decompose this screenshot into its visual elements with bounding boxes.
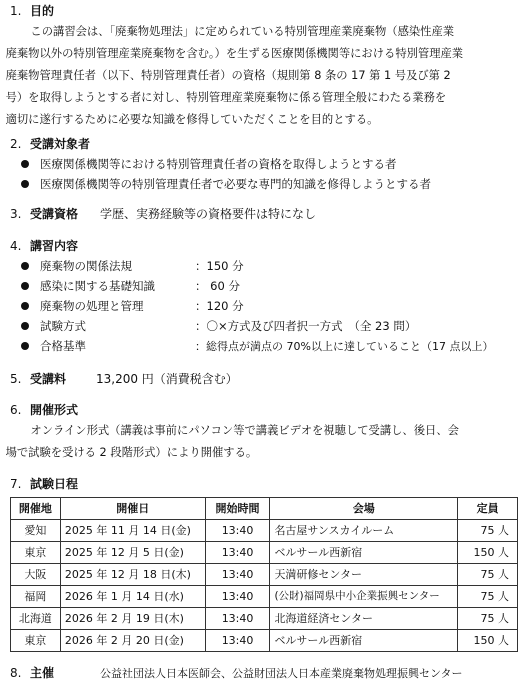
section-title: 目的 <box>30 4 55 18</box>
section-title: 試験日程 <box>30 477 79 491</box>
table-cell: ベルサール西新宿 <box>270 541 458 563</box>
section-title: 受講資格 <box>30 207 79 221</box>
section-number: 7. <box>10 477 22 491</box>
section-content <box>10 237 518 356</box>
section-number: 8. <box>10 666 22 680</box>
table-cell: 東京 <box>11 541 61 563</box>
organizer-value: 公益社団法人日本医師会、公益財団法人日本産業廃棄物処理振興センター <box>100 667 463 680</box>
content-value: ：〇×方式及び四者択一方式 （全 23 問） <box>195 318 417 333</box>
list-item <box>10 316 518 336</box>
content-value: ：150 分 <box>195 258 244 273</box>
table-cell: 北海道 <box>11 607 61 629</box>
purpose-paragraph <box>5 21 518 131</box>
bullet-icon <box>21 282 29 290</box>
table-cell: 2026 年 2 月 19 日(木) <box>60 607 205 629</box>
table-cell: 150 人 <box>458 629 518 651</box>
table-cell: 13:40 <box>205 585 270 607</box>
list-item <box>10 336 518 356</box>
table-cell: 北海道経済センター <box>270 607 458 629</box>
table-cell: (公財)福岡県中小企業振興センター <box>270 585 458 607</box>
content-label: 廃棄物の関係法規 <box>40 258 132 273</box>
column-header: 開始時間 <box>205 497 270 519</box>
list-item <box>10 174 518 194</box>
table-cell: 2025 年 12 月 5 日(金) <box>60 541 205 563</box>
section-heading <box>10 2 518 21</box>
table-cell: 東京 <box>11 629 61 651</box>
table-cell: 75 人 <box>458 519 518 541</box>
section-heading <box>10 237 518 256</box>
list-item <box>10 276 518 296</box>
bullet-icon <box>21 302 29 310</box>
table-cell: 2025 年 11 月 14 日(金) <box>60 519 205 541</box>
paragraph-line: 廃棄物以外の特別管理産業廃棄物を含む。）を生ずる医療関係機関等における特別管理産業 <box>5 46 464 60</box>
content-value: ： 60 分 <box>195 278 240 293</box>
table-cell: 150 人 <box>458 541 518 563</box>
section-heading <box>10 135 518 154</box>
paragraph-line: 廃棄物管理責任者（以下、特別管理責任者）の資格（規則第 8 条の 17 第 1 号及び第 2 <box>5 68 451 82</box>
bullet-icon <box>21 322 29 330</box>
section-heading <box>10 401 518 420</box>
content-list <box>10 256 518 356</box>
paragraph-line: オンライン形式（講義は事前にパソコン等で講義ビデオを視聴して受講し、後日、会 <box>30 423 459 437</box>
content-label: 合格基準 <box>40 338 86 353</box>
table-cell: 天満研修センター <box>270 563 458 585</box>
table-cell: 愛知 <box>11 519 61 541</box>
section-title: 開催形式 <box>30 403 79 417</box>
table-cell: 名古屋サンスカイルーム <box>270 519 458 541</box>
table-cell: 75 人 <box>458 563 518 585</box>
table-cell: 75 人 <box>458 585 518 607</box>
format-paragraph <box>5 420 518 464</box>
bullet-icon <box>21 262 29 270</box>
paragraph-line: 適切に遂行するために必要な知識を修得していただくことを目的とする。 <box>5 112 379 126</box>
table-row <box>11 519 518 541</box>
column-header: 開催日 <box>60 497 205 519</box>
target-list <box>10 154 518 194</box>
column-header: 会場 <box>270 497 458 519</box>
section-qualification <box>10 205 518 224</box>
table-cell: 13:40 <box>205 563 270 585</box>
table-row <box>11 607 518 629</box>
section-number: 1. <box>10 4 22 18</box>
schedule-table <box>10 497 518 652</box>
section-number: 2. <box>10 137 22 151</box>
table-cell: 13:40 <box>205 541 270 563</box>
table-cell: 大阪 <box>11 563 61 585</box>
bullet-icon <box>21 180 29 188</box>
section-title: 受講対象者 <box>30 137 91 151</box>
section-number: 5. <box>10 372 22 386</box>
section-target <box>10 135 518 194</box>
table-cell: 13:40 <box>205 629 270 651</box>
table-row <box>11 629 518 651</box>
section-format <box>5 401 518 464</box>
section-schedule <box>10 475 518 652</box>
list-item <box>10 154 518 174</box>
paragraph-line: 号）を取得しようとする者に対し、特別管理産業廃棄物に係る管理全般にわたる業務を <box>5 90 447 104</box>
section-purpose <box>5 2 518 131</box>
section-heading <box>10 475 518 494</box>
section-number: 4. <box>10 239 22 253</box>
table-cell: 75 人 <box>458 607 518 629</box>
table-cell: ベルサール西新宿 <box>270 629 458 651</box>
paragraph-line: この講習会は、「廃棄物処理法」に定められている特別管理産業廃棄物（感染性産業 <box>30 24 455 38</box>
bullet-icon <box>21 342 29 350</box>
table-cell: 13:40 <box>205 519 270 541</box>
section-number: 6. <box>10 403 22 417</box>
section-heading <box>10 205 518 224</box>
table-cell: 福岡 <box>11 585 61 607</box>
table-cell: 2026 年 2 月 20 日(金) <box>60 629 205 651</box>
section-heading <box>10 370 518 389</box>
section-number: 3. <box>10 207 22 221</box>
content-label: 廃棄物の処理と管理 <box>40 298 144 313</box>
table-header-row <box>11 497 518 519</box>
table-cell: 13:40 <box>205 607 270 629</box>
content-value: ：120 分 <box>195 298 244 313</box>
paragraph-line: 場で試験を受ける 2 段階形式）により開催する。 <box>5 445 258 459</box>
list-item <box>10 256 518 276</box>
section-organizer <box>10 664 518 683</box>
bullet-icon <box>21 160 29 168</box>
column-header: 開催地 <box>11 497 61 519</box>
content-value: ：総得点が満点の 70%以上に達していること（17 点以上） <box>195 339 494 353</box>
list-item-text: 医療関係機関等の特別管理責任者で必要な専門的知識を修得しようとする者 <box>40 176 431 191</box>
content-label: 試験方式 <box>40 318 86 333</box>
qualification-value: 学歴、実務経験等の資格要件は特になし <box>100 207 317 221</box>
list-item-text: 医療関係機関等における特別管理責任者の資格を取得しようとする者 <box>40 156 397 171</box>
table-cell: 2025 年 12 月 18 日(木) <box>60 563 205 585</box>
section-title: 主催 <box>30 666 55 680</box>
fee-value: 13,200 円（消費税含む） <box>96 372 238 386</box>
content-label: 感染に関する基礎知識 <box>40 278 155 293</box>
table-row <box>11 585 518 607</box>
table-cell: 2026 年 1 月 14 日(水) <box>60 585 205 607</box>
table-row <box>11 541 518 563</box>
section-heading <box>10 664 518 683</box>
list-item <box>10 296 518 316</box>
column-header: 定員 <box>458 497 518 519</box>
section-title: 講習内容 <box>30 239 79 253</box>
section-fee <box>10 370 518 389</box>
section-title: 受講料 <box>30 372 67 386</box>
table-row <box>11 563 518 585</box>
